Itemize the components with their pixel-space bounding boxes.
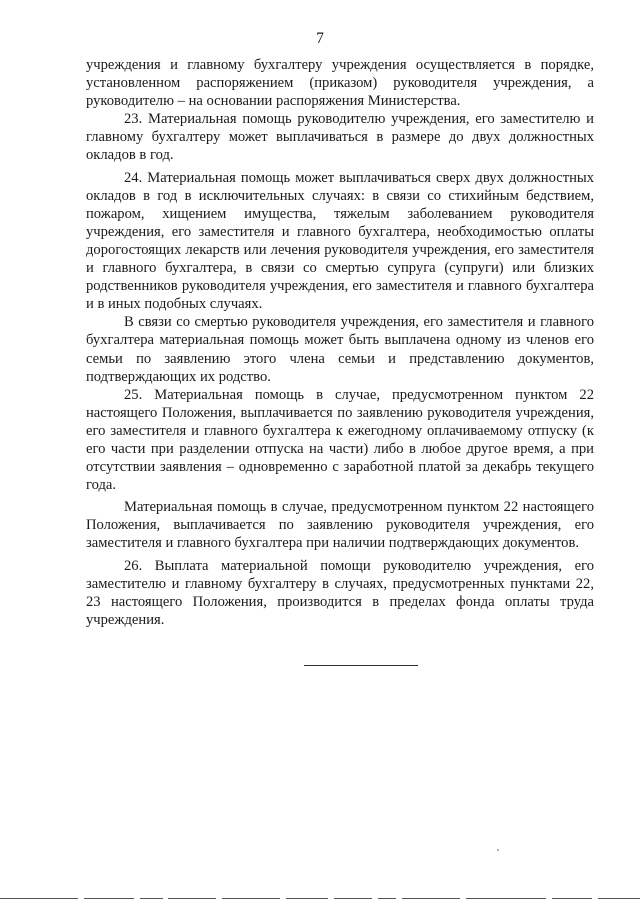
footer-line (378, 898, 396, 899)
paragraph-clause-25: 25. Материальная помощь в случае, предусмотренном пунктом 22 настоящего Положения, выплачивается по заявлению руководителя учреждения, его заместителя и главного бухгалтера к ежегодному оплачиваемому отпуску (к его части при разделении отпуска на части) либо в любое другое время, а при отсутствии заявления – одновременно с заработной платой за декабрь текущего года. (86, 386, 594, 494)
footer-line (84, 898, 134, 899)
paragraph-continuation: учреждения и главному бухгалтеру учреждения осуществляется в порядке, установленном распоряжением (приказом) руководителя учреждения, а руководителю – на основании распоряжения Министерства. (86, 57, 594, 110)
footer-line (552, 898, 592, 899)
footer-line (466, 898, 546, 899)
paragraph-clause-26: 26. Выплата материальной помощи руководителю учреждения, его заместителю и главному бухгалтеру в случаях, предусмотренных пунктами 22, 23 настоящего Положения, производится в пределах фонда оплаты труда учреждения. (86, 557, 594, 628)
paragraph-death-benefit: В связи со смертью руководителя учреждения, его заместителя и главного бухгалтера материальная помощь может быть выплачена одному из членов его семьи по заявлению этого члена семьи и представлению документов, подтверждающих их родство. (86, 314, 594, 385)
paragraph-supporting-documents: Материальная помощь в случае, предусмотренном пунктом 22 настоящего Положения, выплачивается по заявлению руководителя учреждения, его заместителя и главного бухгалтера при наличии подтверждающих документов. (86, 499, 594, 552)
end-of-text-rule (304, 665, 418, 666)
footer-line (286, 898, 328, 899)
footer-line (168, 898, 216, 899)
paragraph-clause-23: 23. Материальная помощь руководителю учреждения, его заместителю и главному бухгалтеру может выплачиваться в размере до двух должностных окладов в год. (86, 111, 594, 164)
scan-speck (497, 849, 499, 851)
footer-line (334, 898, 372, 899)
footer-line (140, 898, 163, 899)
footer-line (222, 898, 280, 899)
footer-line (598, 898, 640, 899)
document-body (86, 56, 594, 629)
footer-line (402, 898, 460, 899)
footer-line (0, 898, 78, 899)
paragraph-clause-24: 24. Материальная помощь может выплачиваться сверх двух должностных окладов в год в исключительных случаях: в связи со стихийным бедствием, пожаром, хищением имущества, тяжелым заболеванием руководителя учреждения, его заместителя и главного бухгалтера, необходимостью оплаты дорогостоящих лекарств или лечения руководителя учреждения, его заместителя и главного бухгалтера, в связи со смертью супруга (супруги) или близких родственников руководителя учреждения, его заместителя и главного бухгалтера и в иных подобных случаях. (86, 169, 594, 313)
page-number: 7 (316, 30, 324, 47)
footer-scan-lines (0, 898, 640, 901)
